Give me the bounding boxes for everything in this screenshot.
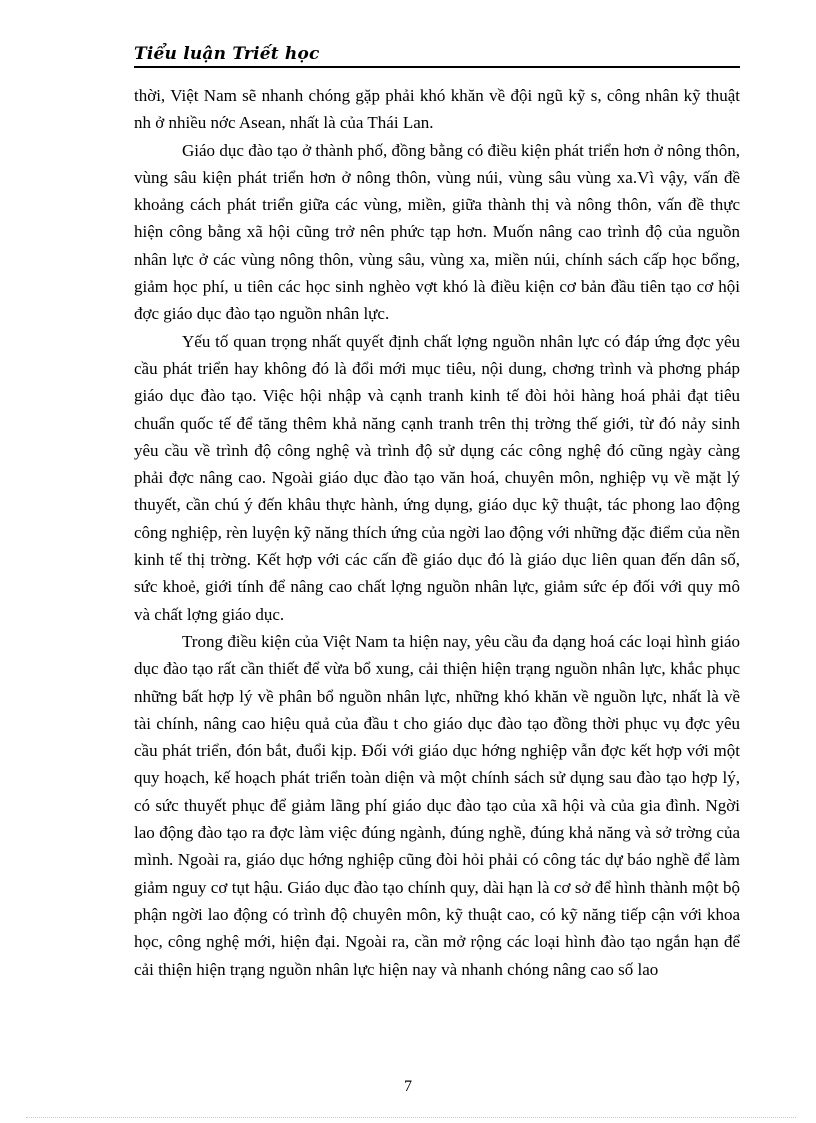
- paragraph: Giáo dục đào tạo ở thành phố, đồng bằng có điều kiện phát triển hơn ở nông thôn, vùng sâu kiện phát triển hơn ở nông thôn, vùng núi, vùng sâu vùng xa.Vì vậy, vấn đề khoảng cách phát triển giữa các vùng, miền, giữa thành thị và nông thôn, vấn đề thực hiện công bằng xã hội cũng trở nên phức tạp hơn. Muốn nâng cao trình độ của nguồn nhân lực ở các vùng nông thôn, vùng sâu, vùng xa, miền núi, chính sách cấp học bổng, giảm học phí, u tiên các học sinh nghèo vợt khó là điều kiện cơ bản đầu tiên tạo cơ hội đợc giáo dục đào tạo nguồn nhân lực.: [134, 140, 740, 324]
- page-header: [134, 44, 740, 68]
- paragraph-continuation: thời, Việt Nam sẽ nhanh chóng gặp phải khó khăn về đội ngũ kỹ s, công nhân kỹ thuật nh ở nhiều nớc Asean, nhất là của Thái Lan.: [134, 86, 740, 133]
- paragraph: Trong điều kiện của Việt Nam ta hiện nay, yêu cầu đa dạng hoá các loại hình giáo dục đào tạo rất cần thiết để vừa bổ xung, cải thiện hiện trạng nguồn nhân lực, khắc phục những bất hợp lý về phân bổ nguồn nhân lực, những khó khăn về nguồn lực, nhất là về tài chính, nâng cao hiệu quả của đầu t cho giáo dục đào tạo đồng thời phục vụ đợc yêu cầu phát triển, đón bắt, đuổi kịp. Đối với giáo dục hớng nghiệp vẫn đợc kết hợp với một quy hoạch, kế hoạch phát triển toàn diện và một chính sách sử dụng sau đào tạo hợp lý, có sức thuyết phục để giảm lãng phí giáo dục đào tạo của xã hội và của gia đình. Ngời lao động đào tạo ra đợc làm việc đúng ngành, đúng nghề, đúng khả năng và sở trờng của mình. Ngoài ra, giáo dục hớng nghiệp cũng đòi hỏi phải có công tác dự báo nghề để làm giảm nguy cơ tụt hậu. Giáo dục đào tạo chính quy, dài hạn là cơ sở để hình thành một bộ phận ngời lao động có trình độ chuyên môn, kỹ thuật cao, có kỹ năng tiếp cận với khoa học, công nghệ mới, hiện đại. Ngoài ra, cần mở rộng các loại hình đào tạo ngắn hạn để cải thiện hiện trạng nguồn nhân lực hiện nay và nhanh chóng nâng cao số lao: [134, 631, 740, 979]
- paragraph: Yếu tố quan trọng nhất quyết định chất lợng nguồn nhân lực có đáp ứng đợc yêu cầu phát triển hay không đó là đổi mới mục tiêu, nội dung, chơng trình và phơng pháp giáo dục đào tạo. Việc hội nhập và cạnh tranh kinh tế đòi hỏi hàng hoá phải đạt tiêu chuẩn quốc tế để tăng thêm khả năng cạnh tranh trên thị trờng thế giới, từ đó nảy sinh yêu cầu về trình độ công nghệ và trình độ sử dụng các công nghệ đó cũng ngày càng phải đợc nâng cao. Ngoài giáo dục đào tạo văn hoá, chuyên môn, nghiệp vụ về mặt lý thuyết, cần chú ý đến khâu thực hành, ứng dụng, giáo dục kỹ thuật, tác phong lao động công nghiệp, rèn luyện kỹ năng thích ứng của ngời lao động với những đặc điểm của nền kinh tế thị trờng. Kết hợp với các cấn đề giáo dục đó là giáo dục liên quan đến dân số, sức khoẻ, giới tính để nâng cao chất lợng nguồn nhân lực, giảm sức ép đối với quy mô và chất lợng giáo dục.: [134, 331, 740, 624]
- page-number: 7: [404, 1078, 412, 1095]
- header-title: Tiểu luận Triết học: [134, 44, 320, 64]
- footer-divider: [26, 1117, 796, 1118]
- document-body: [134, 82, 740, 983]
